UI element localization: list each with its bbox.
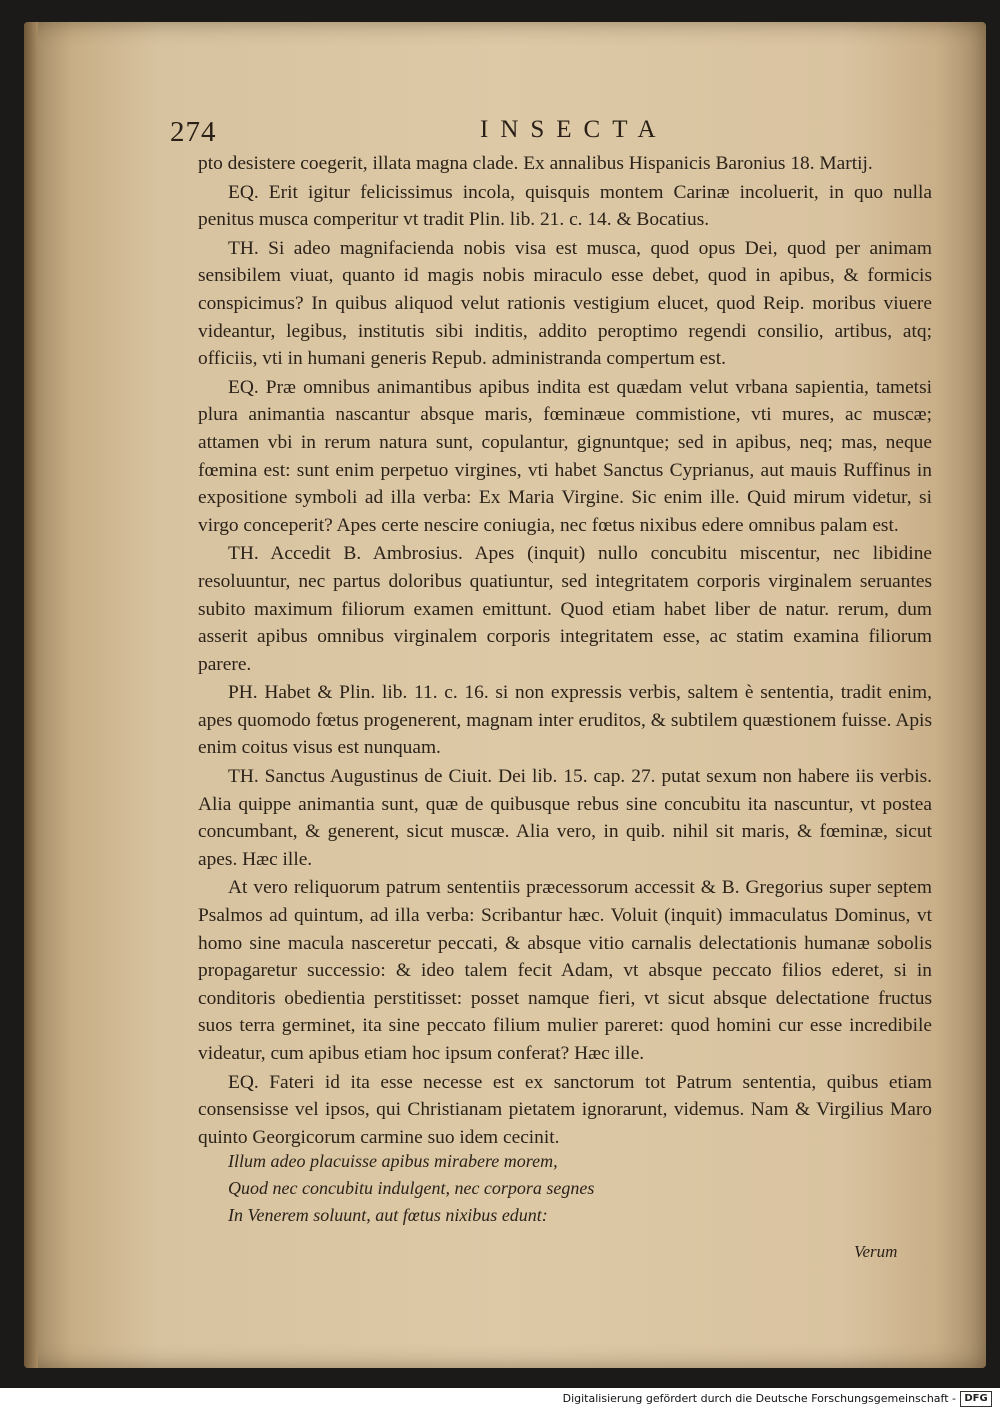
paragraph-th-2: TH. Accedit B. Ambrosius. Apes (inquit) nullo concubitu miscentur, nec libidine resoluuntur, nec partus doloribus quatiuntur, sed integritatem corporis virginalem seruantes subito maximum filiorum examen emittunt. Quod etiam habet liber de natur. rerum, dum asserit apibus omnibus virginalem corporis integritatem esse, ac statim examina filiorum parere. [198,543,932,675]
page-number: 274 [170,116,217,148]
paragraph-gregorius: At vero reliquorum patrum sententiis præcessorum accessit & B. Gregorius super septem Psalmos ad quintum, ad illa verba: Scribantur hæc. Voluit (inquit) immaculatus Dominus, vt homo sine macula nasceretur peccati, & absque vitio carnalis delectationis humanæ sobolis propagaretur successio: & ideo talem fecit Adam, vt absque peccato filios ederet, si in conditoris obedientia perstitisset: posset namque fieri, vt sicut absque delectatione fructus suos terra germinet, ita sine peccato filium mulier pareret: quod homini cur esse incredibile videatur, cum apibus etiam hoc ipsum conferat? Hæc ille. [198,877,932,1064]
paragraph-th-1: TH. Si adeo magnifacienda nobis visa est musca, quod opus Dei, quod per animam sensibilem viuat, quanto id magis nobis miraculo esse debet, quod in apibus, & formicis conspicimus? In quibus aliquod velut rationis vestigium elucet, quod Reip. moribus viuere videantur, legibus, institutis sibi inditis, addito peroptimo regendi consilio, artibus, atq; officiis, vti in humani generis Repub. administranda compertum est. [198,237,932,370]
dfg-logo: DFG [960,1391,992,1407]
footer-credit: Digitalisierung gefördert durch die Deutsche Forschungsgemeinschaft - [562,1392,956,1405]
paragraph-eq-2: EQ. Præ omnibus animantibus apibus indita est quædam velut vrbana sapientia, tametsi plura animantia nascantur absque maris, fœminæue commistione, vti mures, ac muscæ; attamen vbi in rerum natura sunt, copulantur, gignuntque; sed in apibus, neq; mas, neque fœmina est: sunt enim perpetuo virgines, vti habet Sanctus Cyprianus, aut mauis Ruffinus in expositione symboli ad illa verba: Ex Maria Virgine. Sic enim ille. Quid mirum videtur, si virgo conceperit? Apes certe nescire coniugia, nec fœtus nixibus edere omnibus palam est. [198,376,932,536]
running-head [170,116,930,152]
verse-quotation [228,1148,928,1229]
paragraph-th-3: TH. Sanctus Augustinus de Ciuit. Dei lib. 15. cap. 27. putat sexum non habere iis verbis. Alia quippe animantia sunt, quæ de quibusque rebus sine concubitu ita nascuntur, vt postea concumbant, & generent, sicut muscæ. Alia vero, in quib. nihil sit maris, & fœminæ, sicut apes. Hæc ille. [198,766,932,870]
paragraph-eq-3: EQ. Fateri id ita esse necesse est ex sanctorum tot Patrum sententia, quibus etiam consensisse vel ipsos, qui Christianam pietatem ignorarunt, videmus. Nam & Virgilius Maro quinto Georgicorum carmine suo idem cecinit. [198,1071,932,1148]
verse-line: Illum adeo placuisse apibus mirabere morem, [228,1151,558,1171]
body-text [198,150,932,1152]
verse-line: Quod nec concubitu indulgent, nec corpora segnes [228,1178,595,1198]
running-title: INSECTA [480,116,668,143]
verse-line: In Venerem soluunt, aut fœtus nixibus edunt: [228,1205,548,1225]
page-spine-edge [24,22,38,1368]
digitization-footer [0,1388,1000,1411]
catchword: Verum [854,1242,898,1261]
paragraph-continuation: pto desistere coegerit, illata magna clade. Ex annalibus Hispanicis Baronius 18. Martij. [198,153,873,174]
paragraph-eq-1: EQ. Erit igitur felicissimus incola, quisquis montem Carinæ incoluerit, in quo nulla penitus musca comperitur vt tradit Plin. lib. 21. c. 14. & Bocatius. [198,181,932,231]
paragraph-ph-1: PH. Habet & Plin. lib. 11. c. 16. si non expressis verbis, saltem è sententia, tradit enim, apes quomodo fœtus progenerent, magnam inter eruditos, & subtilem quæstionem fuisse. Apis enim coitus visus est nunquam. [198,682,932,759]
